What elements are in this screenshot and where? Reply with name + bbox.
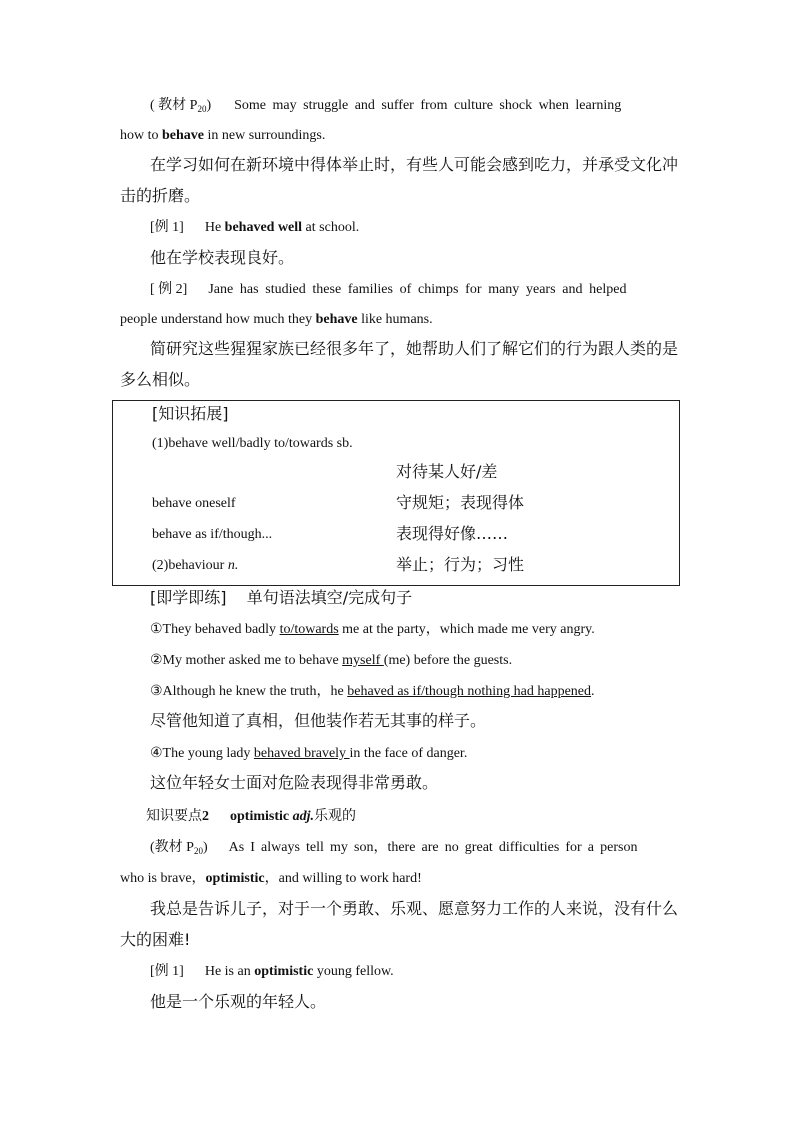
example-2-translation-2: 多么相似。 xyxy=(120,370,201,389)
practice-subtitle: 单句语法填空/完成句子 xyxy=(246,588,413,607)
point2-example-1-translation: 他是一个乐观的年轻人。 xyxy=(150,992,327,1011)
expansion-title: [知识拓展] xyxy=(152,404,229,423)
answer: behaved bravely xyxy=(253,746,350,761)
translation-line-2: 击的折磨。 xyxy=(120,186,201,205)
point2-example-1: [例 1] He is an optimistic young fellow. xyxy=(150,964,394,979)
practice-q3-translation: 尽管他知道了真相，但他装作若无其事的样子。 xyxy=(150,711,487,730)
expansion-row-3-zh: 表现得好像…… xyxy=(396,524,509,543)
answer: to/towards xyxy=(279,622,339,637)
example-2-line-1: [ 例 2] Jane has studied these families of chimps for many years and helped xyxy=(150,282,627,297)
expansion-row-1-en: (1)behave well/badly to/towards sb. xyxy=(152,436,353,451)
point2-translation-2: 大的困难! xyxy=(120,930,191,949)
practice-q4-translation: 这位年轻女士面对危险表现得非常勇敢。 xyxy=(150,773,439,792)
quote-text: Some may struggle and suffer from culture shock when learning xyxy=(234,98,622,113)
example-label: [例 1] xyxy=(150,220,184,235)
expansion-row-2-en: behave oneself xyxy=(152,496,236,511)
example-2-translation-1: 简研究这些猩猩家族已经很多年了，她帮助人们了解它们的行为跟人类的是 xyxy=(150,339,679,358)
example-1-translation: 他在学校表现良好。 xyxy=(150,248,295,267)
example-1: [例 1] He behaved well at school. xyxy=(150,220,360,235)
expansion-row-2-zh: 守规矩；表现得体 xyxy=(396,493,525,512)
expansion-row-4-en: (2)behaviour n. xyxy=(152,558,239,573)
practice-q1: ①They behaved badly to/towards me at the party，which made me very angry. xyxy=(150,622,595,637)
practice-q3: ③Although he knew the truth，he behaved as if/though nothing had happened. xyxy=(150,684,595,699)
source-ref: ( 教材 $P_{20}$) xyxy=(150,98,212,114)
expansion-row-4-zh: 举止；行为；习性 xyxy=(396,555,525,574)
example-label: [ 例 2] xyxy=(150,282,188,297)
example-label: [例 1] xyxy=(150,964,184,979)
example-2-line-2: people understand how much they behave like humans. xyxy=(120,312,433,327)
source-ref: (教材 $P_{20}$) xyxy=(150,840,208,856)
practice-title: [即学即练] xyxy=(150,588,227,607)
knowledge-point-2-heading: 知识要点2 optimistic adj.乐观的 xyxy=(146,808,356,824)
answer: behaved as if/though nothing had happened xyxy=(347,684,592,699)
point2-quote-line-2: who is brave，optimistic，and willing to work hard! xyxy=(120,871,422,886)
answer: myself xyxy=(342,653,384,668)
practice-heading xyxy=(150,587,412,609)
expansion-row-1-zh: 对待某人好/差 xyxy=(396,462,498,481)
keyword: behave xyxy=(162,128,204,143)
practice-q4: ④The young lady behaved bravely in the face of danger. xyxy=(150,746,468,761)
point2-translation-1: 我总是告诉儿子，对于一个勇敢、乐观、愿意努力工作的人来说，没有什么 xyxy=(150,899,679,918)
textbook-quote-line-1 xyxy=(150,96,670,116)
textbook-quote-line-2: how to behave in new surroundings. xyxy=(120,128,326,143)
practice-q2: ②My mother asked me to behave myself (me) before the guests. xyxy=(150,653,513,668)
point2-quote-line-1: (教材 $P_{20}$) As I always tell my son，there are no great difficulties for a person xyxy=(150,840,638,856)
headword: optimistic xyxy=(230,809,290,824)
expansion-row-3-en: behave as if/though... xyxy=(152,527,273,542)
translation-line-1: 在学习如何在新环境中得体举止时，有些人可能会感到吃力，并承受文化冲 xyxy=(150,155,679,174)
